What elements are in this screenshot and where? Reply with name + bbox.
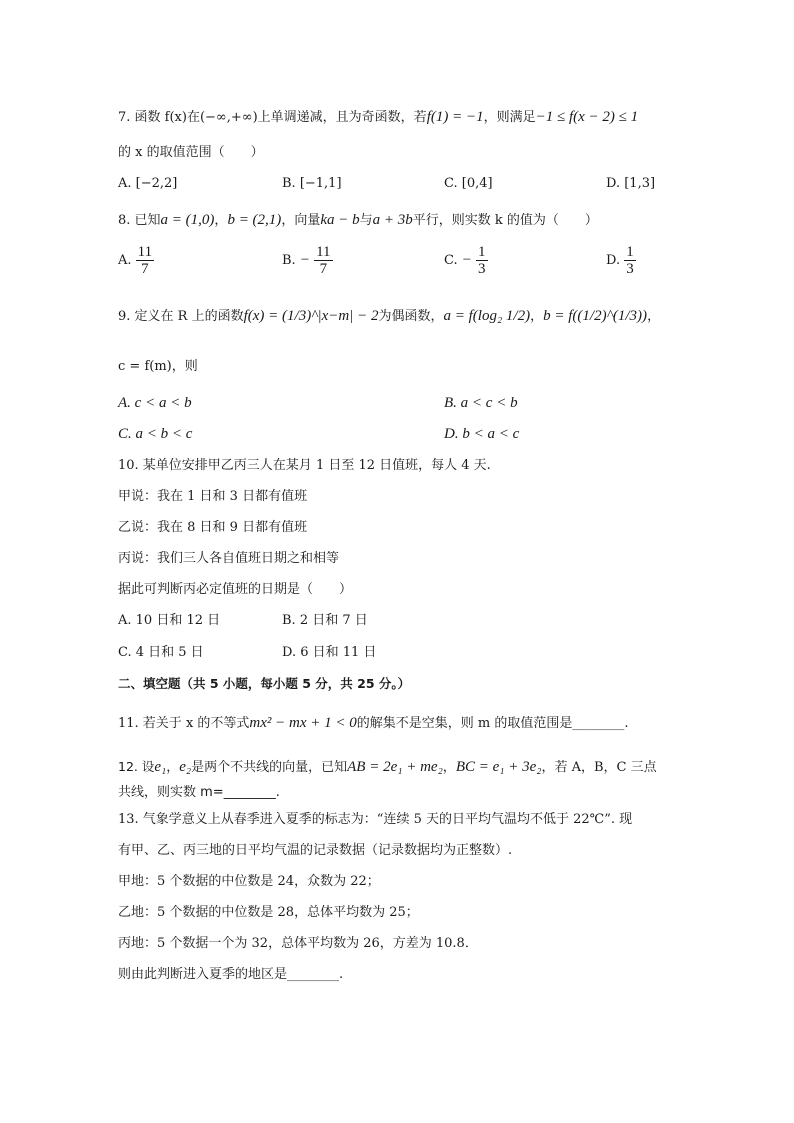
q12-e1: e₁ [154,759,167,775]
q8-vector-a: a = (1,0) [160,212,215,228]
q8-option-a-fraction [136,244,154,277]
q13-stem: 13. 气象学意义上从春季进入夏季的标志为：“连续 5 天的日平均气温均不低于 22℃”. 现 [118,812,633,827]
q8-option-a[interactable] [118,244,154,277]
q12-comma: ， [442,760,456,775]
q7-inequality: −1 ≤ f(x − 2) ≤ 1 [535,109,639,125]
q8-stem-d: 平行，则实数 k 的值为（ ） [412,213,598,228]
q12-separator: ， [166,760,180,775]
q7-option-a[interactable]: A. [−2,2] [118,176,178,191]
q9-option-a[interactable]: A. c < a < b [118,395,192,411]
q9-a-definition: a = f(log₂ 1/2) [443,308,531,324]
q9-option-c[interactable]: C. a < b < c [118,426,193,442]
q12-stem: 12. 设 [118,759,155,774]
q7-line2: 的 x 的取值范围（ ） [118,145,264,160]
q9-b-definition: b = f((1/2)^(1/3)) [543,308,648,324]
q12-mid: 是两个不共线的向量，已知 [191,760,348,775]
q10-yi-statement: 乙说：我在 8 日和 9 日都有值班 [118,520,308,535]
q10-stem: 10. 某单位安排甲乙丙三人在某月 1 日至 12 日值班，每人 4 天. [118,458,491,473]
q13-yi: 乙地：5 个数据的中位数是 28，总体平均数为 25； [118,905,419,920]
q9-stem: 9. 定义在 R 上的函数 [118,309,244,324]
q9-c-definition: c = f(m)，则 [118,359,198,374]
q8-option-c-fraction [476,244,488,277]
q8-comma: ， [214,213,228,228]
q11-inequality: mx² − mx + 1 < 0 [249,715,357,731]
q8-option-d-numerator: 1 [626,244,634,260]
q13-jia: 甲地：5 个数据的中位数是 24，众数为 22； [118,874,380,889]
q8-option-c-numerator: 1 [478,244,486,260]
q8-stem-b: ，向量 [281,213,321,228]
q8-option-c[interactable] [444,244,488,277]
q7-mid: ，则满足 [483,110,536,125]
q9-option-d[interactable]: D. b < a < c [444,426,520,442]
q11-line [118,713,628,734]
q8-stem-a: 8. 已知 [118,213,161,228]
q12-ab-vector: AB = 2e₁ + me₂ [347,759,443,775]
q9-option-b[interactable]: B. a < c < b [444,395,518,411]
q13-question: 则由此判断进入夏季的地区是________. [118,967,344,982]
q8-option-b-label: B. [282,253,296,268]
q7-stem: 7. 函数 f(x)在(−∞,+∞)上单调递减，且为奇函数，若 [118,110,427,125]
q13-bing: 丙地：5 个数据一个为 32，总体平均数为 26，方差为 10.8． [118,936,478,951]
q9-function: f(x) = (1/3)^|x−m| − 2 [243,308,379,324]
q12-bc-vector: BC = e₁ + 3e₂ [455,759,542,775]
q8-option-a-label: A. [118,253,132,268]
q8-option-a-denominator: 7 [141,261,149,277]
q8-option-b-sign: − [299,252,310,268]
q8-stem-c: 与 [359,213,373,228]
q8-option-c-label: C. [444,253,458,268]
q8-option-d-denominator: 3 [626,261,634,277]
q8-stem-line [118,210,598,231]
q8-vector-b: b = (2,1) [227,212,282,228]
section-2-heading: 二、填空题（共 5 小题，每小题 5 分，共 25 分。） [118,676,411,691]
q9-stem-b: 为偶函数， [378,309,444,324]
q8-option-d[interactable] [606,244,636,277]
q9-stem-line: 9. 定义在 R 上的函数f(x) = (1/3)^|x−m| − 2为偶函数，a = f(log₂ 1/2)，b = f((1/2)^(1/3))， [118,308,661,324]
q12-line2: 共线，则实数 m=________. [118,785,280,800]
q8-option-b-denominator: 7 [319,261,328,277]
q7-option-d[interactable]: D. [1,3] [606,176,656,191]
q7-condition: f(1) = −1 [426,109,484,125]
q8-option-b-fraction [314,244,332,277]
q8-expression-2: a + 3b [372,212,413,228]
q11-tail: 的解集不是空集，则 m 的取值范围是________. [356,716,629,731]
q8-option-c-sign: − [461,252,472,268]
q11-stem: 11. 若关于 x 的不等式 [118,716,250,731]
q7-option-b[interactable]: B. [−1,1] [282,176,342,191]
q10-option-c[interactable]: C. 4 日和 5 日 [118,645,204,660]
q8-option-b-numerator: 11 [316,244,331,260]
q10-option-d[interactable]: D. 6 日和 11 日 [282,645,377,660]
q7-stem-line [118,107,638,128]
q10-bing-statement: 丙说：我们三人各自值班日期之和相等 [118,551,340,566]
q8-option-a-numerator: 11 [137,244,153,260]
q8-expression-1: ka − b [320,212,360,228]
q10-option-a[interactable]: A. 10 日和 12 日 [118,613,221,628]
q12-e2: e₂ [179,759,192,775]
q13-line2: 有甲、乙、丙三地的日平均气温的记录数据（记录数据均为正整数）. [118,843,513,858]
q12-line [118,757,657,778]
q10-option-b[interactable]: B. 2 日和 7 日 [282,613,368,628]
q8-option-d-label: D. [606,253,621,268]
q8-option-b[interactable] [282,244,333,277]
q8-option-d-fraction [624,244,636,277]
q10-jia-statement: 甲说：我在 1 日和 3 日都有值班 [118,489,308,504]
q8-option-c-denominator: 3 [478,261,486,277]
q7-option-c[interactable]: C. [0,4] [444,176,493,191]
q10-question: 据此可判断丙必定值班的日期是（ ） [118,582,353,597]
q12-tail: ，若 A，B，C 三点 [541,760,657,775]
